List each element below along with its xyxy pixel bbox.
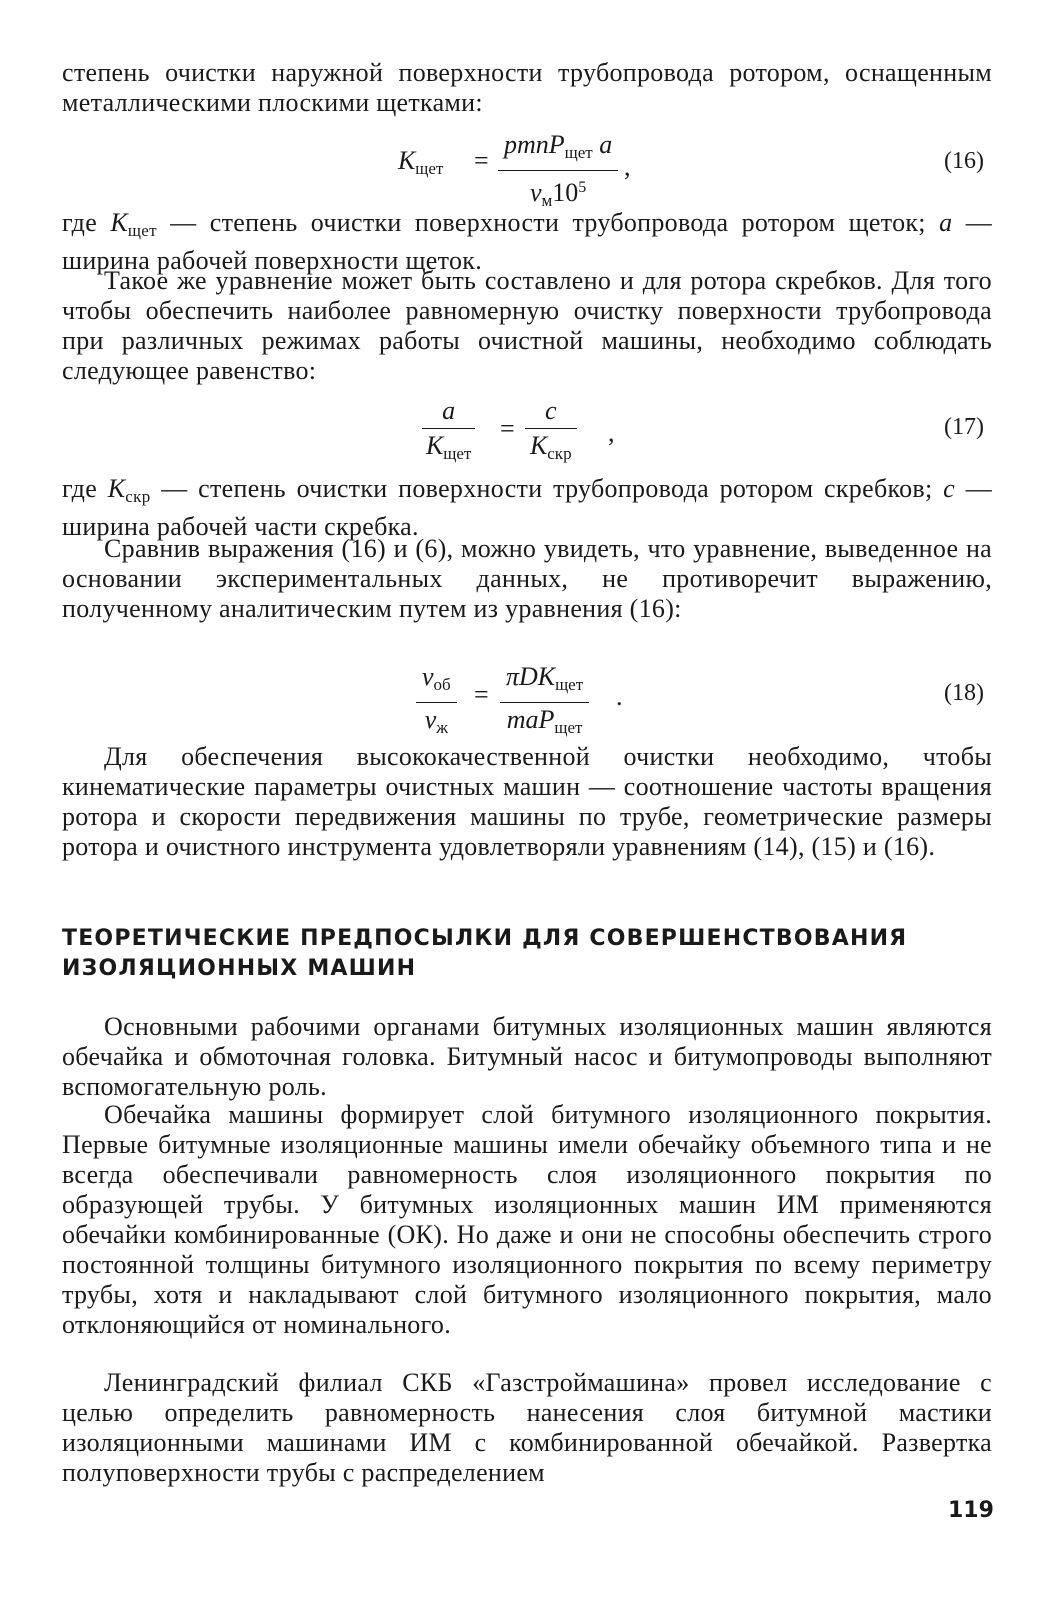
formula-18-period: . (616, 682, 623, 711)
paragraph-4: где $К_{скр}$ — степень очистки поверхности трубопровода ротором скребков; с — ширина рабочей части скребка. (62, 474, 992, 541)
formula-17-numerator-right: c (525, 396, 577, 429)
formula-18 (0, 660, 1054, 740)
formula-16-comma: , (624, 152, 631, 181)
paragraph-7: Основными рабочими органами битумных изоляционных машин являются обечайка и обмоточная головка. Битумный насос и битумопроводы выполняют вспомогательную роль. (62, 1012, 992, 1101)
formula-16-numerator: pmnP$_{щет}$ a (498, 130, 618, 171)
formula-18-number: (18) (944, 680, 984, 706)
paragraph-8: Обечайка машины формирует слой битумного изоляционного покрытия. Первые битумные изоляционные машины имели обечайку объемного типа и не всегда обеспечивали равномерность слоя изоляционного покрытия по образующей трубы. У битумных изоляционных машин ИМ применяются обечайки комбинированные (ОК). Но даже и они не способны обеспечить строго постоянной толщины битумного изоляционного покрытия по всему периметру трубы, хотя и накладывают слой битумного изоляционного покрытия, мало отклоняющийся от номинального. (62, 1100, 992, 1339)
formula-17-equals: = (500, 414, 515, 443)
paragraph-6: Для обеспечения высококачественной очистки необходимо, чтобы кинематические параметры очистных машин — соотношение частоты вращения ротора и скорости передвижения машины по трубе, геометрические размеры ротора и очистного инструмента удовлетворяли уравнениям (14), (15) и (16). (62, 742, 992, 861)
formula-17-fraction-right (524, 396, 578, 469)
paragraph-1: степень очистки наружной поверхности трубопровода ротором, оснащенным металлическими плоскими щетками: (62, 58, 992, 117)
formula-17-denominator-left: $К_{щет}$ (426, 431, 472, 463)
formula-16 (0, 126, 1054, 210)
formula-16-equals: = (474, 146, 489, 175)
formula-17-comma: , (608, 418, 615, 447)
page-number: 119 (948, 1498, 994, 1523)
formula-16-number: (16) (944, 148, 984, 174)
formula-18-numerator-left: $v_{об}$ (416, 662, 457, 703)
formula-18-numerator-right: πDК$_{щет}$ (500, 662, 589, 703)
formula-17-numerator-left: a (422, 396, 475, 429)
paragraph-2: где $К_{щет}$ — степень очистки поверхности трубопровода ротором щеток; а — ширина рабочей поверхности щеток. (62, 208, 992, 275)
formula-17-number: (17) (944, 414, 984, 440)
formula-16-denominator: $v_м10^5$ (529, 178, 587, 210)
paragraph-9: Ленинградский филиал СКБ «Газстроймашина» провел исследование с целью определить равномерность нанесения слоя битумной мастики изоляционными машинами ИМ с комбинированной обечайкой. Развертка полуповерхности трубы с распределением (62, 1368, 992, 1487)
formula-18-fraction-right (500, 662, 589, 743)
formula-18-denominator-left: $v_ж$ (424, 705, 448, 737)
formula-18-denominator-right: maP$_{щет}$ (506, 705, 583, 737)
section-heading: ТЕОРЕТИЧЕСКИЕ ПРЕДПОСЫЛКИ ДЛЯ СОВЕРШЕНСТВОВАНИЯ ИЗОЛЯЦИОННЫХ МАШИН (62, 926, 908, 981)
formula-16-fraction (498, 130, 618, 216)
formula-16-lhs: $К_{щет}$ (398, 146, 444, 178)
paragraph-3: Такое же уравнение может быть составлено и для ротора скребков. Для того чтобы обеспечить наиболее равномерную очистку поверхности трубопровода при различных режимах работы очистной машины, необходимо соблюдать следующее равенство: (62, 266, 992, 385)
paragraph-5: Сравнив выражения (16) и (6), можно увидеть, что уравнение, выведенное на основании экспериментальных данных, не противоречит выражению, полученному аналитическим путем из уравнения (16): (62, 534, 992, 623)
formula-18-fraction-left (416, 662, 457, 743)
formula-17-denominator-right: $К_{скр}$ (530, 431, 572, 463)
formula-18-equals: = (474, 680, 489, 709)
formula-17-fraction-left (420, 396, 477, 469)
formula-17 (0, 394, 1054, 474)
